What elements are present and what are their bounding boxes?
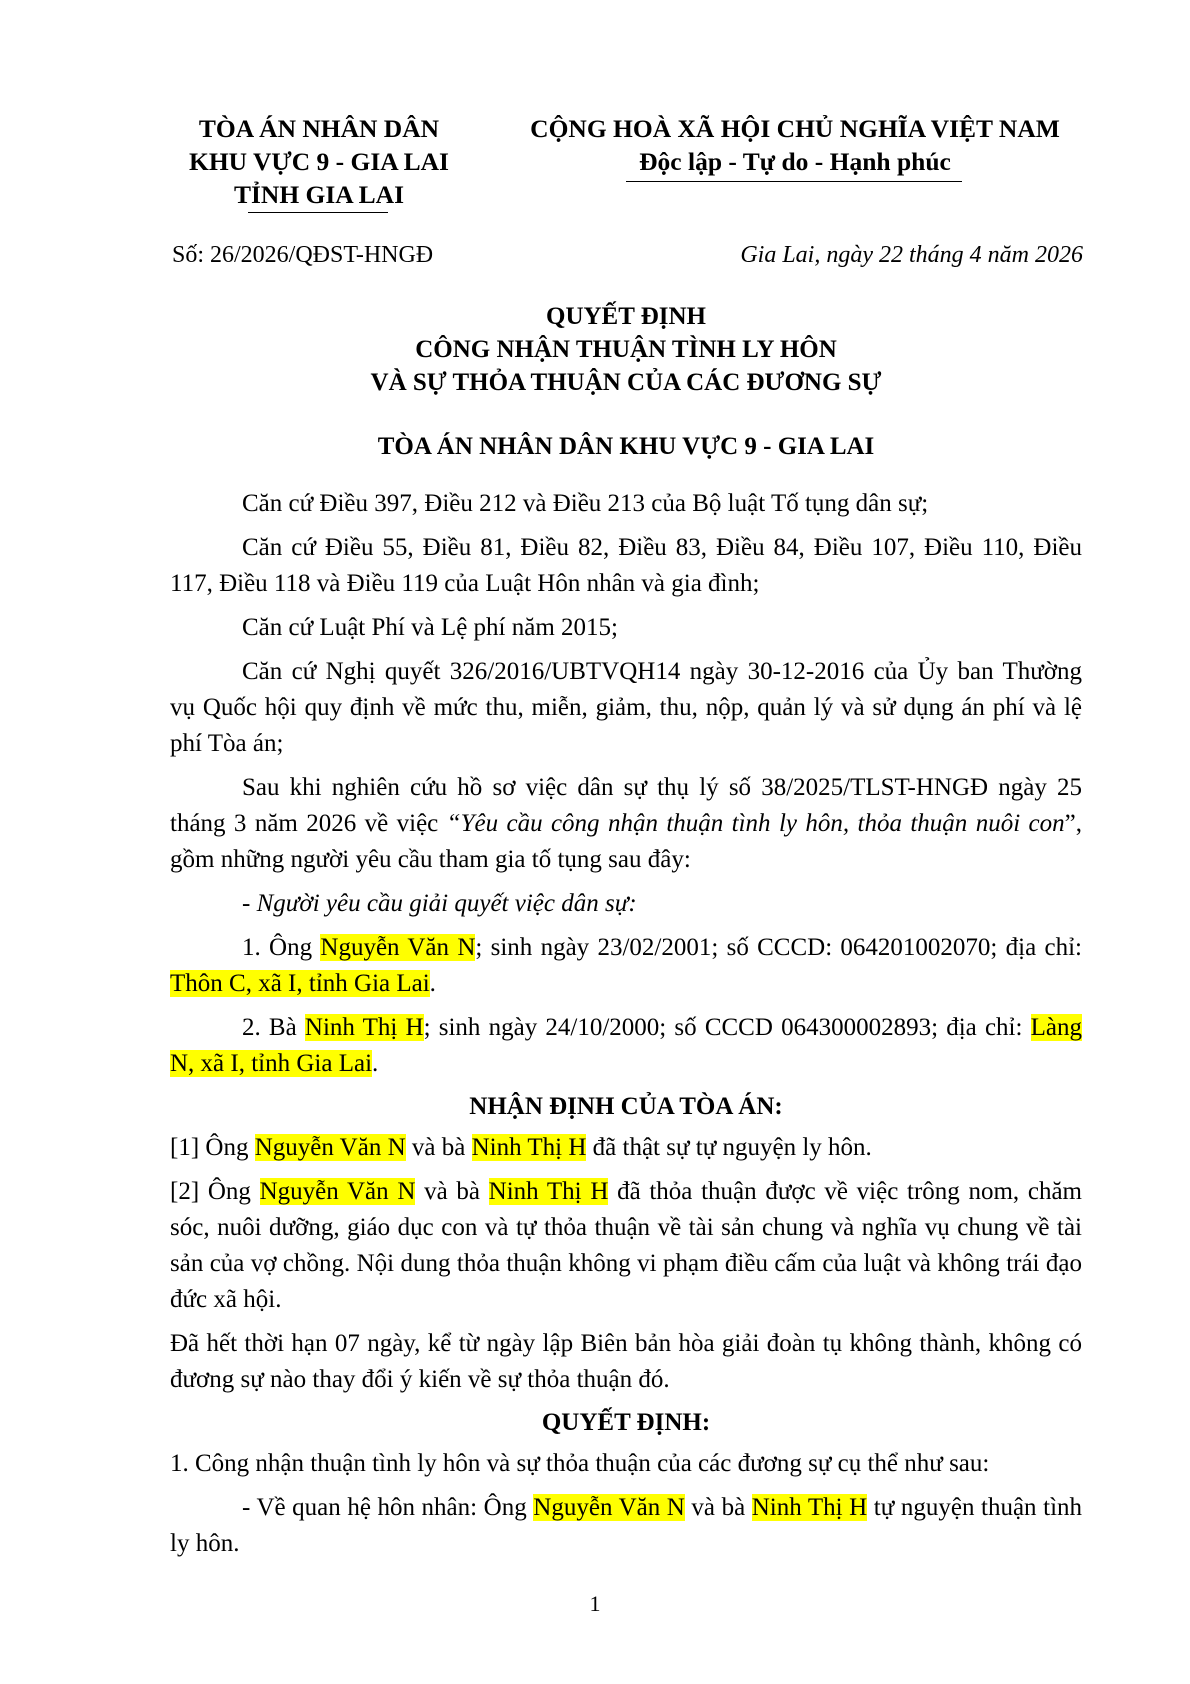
decision-marital-text: tự nguyện thuận tình ly hôn. [170, 1494, 1083, 1557]
finding-1-text: đã thật sự tự nguyện ly hôn. [586, 1134, 872, 1161]
requester-1 [170, 930, 1082, 1002]
title-line-1: QUYẾT ĐỊNH [546, 303, 706, 330]
highlight-name: Nguyễn Văn N [259, 1178, 416, 1205]
decision-marital [170, 1490, 1082, 1562]
finding-2-and: và bà [415, 1178, 489, 1205]
requester-1-end: . [429, 970, 436, 997]
national-header [506, 112, 1084, 178]
basis-1: Căn cứ Điều 397, Điều 212 và Điều 213 của Bộ luật Tố tụng dân sự; [242, 490, 929, 517]
national-header-motto: Độc lập - Tự do - Hạnh phúc [639, 147, 951, 176]
finding-1-and: và bà [405, 1134, 472, 1161]
basis-2: Căn cứ Điều 55, Điều 81, Điều 82, Điều 83, Điều 84, Điều 107, Điều 110, Điều 117, Điều 118 và Điều 119 của Luật Hôn nhân và gia đình; [170, 534, 1082, 597]
court-header-underline [248, 212, 388, 213]
national-header-title: CỘNG HOÀ XÃ HỘI CHỦ NGHĨA VIỆT NAM [530, 114, 1060, 143]
finding-1 [170, 1130, 1082, 1166]
basis-5 [170, 770, 1082, 878]
basis-5-text: Sau khi nghiên cứu hồ sơ việc dân sự thụ lý số 38/2025/TLST-HNGĐ ngày 25 tháng 3 năm 2026 về việc [170, 774, 1082, 837]
document-title [170, 300, 1082, 399]
document-date: Gia Lai, ngày 22 tháng 4 năm 2026 [740, 242, 1083, 268]
decision-marital-prefix: - Về quan hệ hôn nhân: Ông [242, 1494, 534, 1521]
page-number: 1 [589, 1591, 601, 1616]
highlight-name: Nguyễn Văn N [320, 934, 476, 961]
highlight-name: Nguyễn Văn N [254, 1134, 406, 1161]
basis-3: Căn cứ Luật Phí và Lệ phí năm 2015; [242, 614, 618, 641]
case-subject: “Yêu cầu công nhận thuận tình ly hôn, thỏa thuận nuôi con [446, 810, 1065, 837]
finding-1-prefix: [1] Ông [170, 1134, 255, 1161]
highlight-name: Nguyễn Văn N [533, 1494, 685, 1521]
document-number: Số: 26/2026/QĐST-HNGĐ [172, 242, 434, 268]
document-body [170, 486, 1082, 1570]
finding-2-text: đã thỏa thuận được về việc trông nom, chăm sóc, nuôi dưỡng, giáo dục con và tự thỏa thuận về tài sản chung và nghĩa vụ chung về tài sản của vợ chồng. Nội dung thỏa thuận không vi phạm điều cấm của luật và không trái đạo đức xã hội. [170, 1178, 1082, 1313]
requester-1-details: ; sinh ngày 23/02/2001; số CCCD: 064201002070; địa chỉ: [475, 934, 1082, 961]
decision-1: 1. Công nhận thuận tình ly hôn và sự thỏa thuận của các đương sự cụ thể như sau: [170, 1450, 990, 1477]
finding-2-prefix: [2] Ông [170, 1178, 260, 1205]
court-header-line-1: TÒA ÁN NHÂN DÂN [198, 114, 440, 143]
court-header-line-3: TỈNH GIA LAI [233, 180, 405, 209]
decision-heading: QUYẾT ĐỊNH: [541, 1409, 711, 1436]
highlight-name: Ninh Thị H [488, 1178, 609, 1205]
requester-2-prefix: 2. Bà [242, 1014, 305, 1041]
requester-1-prefix: 1. Ông [242, 934, 321, 961]
issuing-court: TÒA ÁN NHÂN DÂN KHU VỰC 9 - GIA LAI [377, 433, 875, 460]
title-line-2: CÔNG NHẬN THUẬN TÌNH LY HÔN [415, 336, 837, 363]
findings-heading: NHẬN ĐỊNH CỦA TÒA ÁN: [469, 1093, 783, 1120]
decision-marital-and: và bà [684, 1494, 752, 1521]
highlight-address: Thôn C, xã I, tỉnh Gia Lai [170, 970, 430, 997]
court-header-line-2: KHU VỰC 9 - GIA LAI [189, 147, 449, 176]
court-header [168, 112, 470, 211]
finding-3: Đã hết thời hạn 07 ngày, kể từ ngày lập Biên bản hòa giải đoàn tụ không thành, không có đương sự nào thay đổi ý kiến về sự thỏa thuận đó. [170, 1330, 1082, 1393]
highlight-name: Ninh Thị H [471, 1134, 587, 1161]
basis-5-tail: ”, gồm những người yêu cầu tham gia tố tụng sau đây: [170, 810, 1082, 873]
title-line-3: VÀ SỰ THỎA THUẬN CỦA CÁC ĐƯƠNG SỰ [370, 369, 882, 396]
national-header-underline [626, 181, 962, 182]
highlight-address: Làng N, xã I, tỉnh Gia Lai [170, 1014, 1082, 1077]
requester-2 [170, 1010, 1082, 1082]
highlight-name: Ninh Thị H [751, 1494, 868, 1521]
requester-2-end: . [372, 1050, 379, 1077]
basis-4: Căn cứ Nghị quyết 326/2016/UBTVQH14 ngày 30-12-2016 của Ủy ban Thường vụ Quốc hội quy định về mức thu, miễn, giảm, thu, nộp, quản lý và sử dụng án phí và lệ phí Tòa án; [170, 658, 1082, 757]
finding-2 [170, 1174, 1082, 1318]
requesters-label: - Người yêu cầu giải quyết việc dân sự: [242, 890, 637, 917]
requester-2-details: ; sinh ngày 24/10/2000; số CCCD 064300002893; địa chỉ: [423, 1014, 1031, 1041]
highlight-name: Ninh Thị H [304, 1014, 424, 1041]
